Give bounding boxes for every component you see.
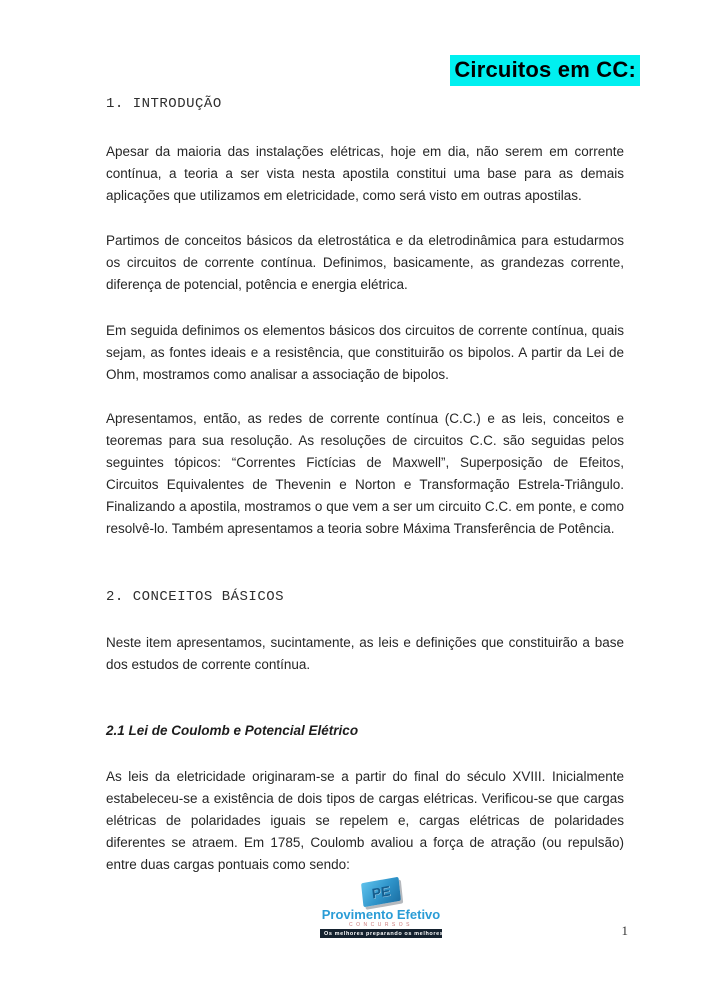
brand-subtitle: CONCURSOS	[348, 922, 413, 928]
highlighted-title-text: Circuitos em CC:	[450, 55, 640, 86]
section-heading-introducao: 1. INTRODUÇÃO	[106, 96, 222, 112]
subsection-heading-lei-de-coulomb: 2.1 Lei de Coulomb e Potencial Elétrico	[106, 723, 359, 738]
page-number: 1	[621, 923, 628, 938]
paragraph: Apresentamos, então, as redes de corrente contínua (C.C.) e as leis, conceitos e teoremas para sua resolução. As resoluções de circuitos C.C. são seguidas pelos seguintes tópicos: “Correntes Fictícias de Maxwell”, Superposição de Efeitos, Circuitos Equivalentes de Thevenin e Norton e Transformação Estrela-Triângulo. Finalizando a apostila, mostramos o que vem a ser um circuito C.C. em ponte, e como resolvê-lo. Também apresentamos a teoria sobre Máxima Transferência de Potência.	[106, 411, 624, 536]
logo-mark-letters: PE	[370, 882, 392, 902]
paragraph: Apesar da maioria das instalações elétricas, hoje em dia, não serem em corrente contínua, a teoria a ser vista nesta apostila constitui uma base para as demais aplicações que utilizamos em eletricidade, como será visto em outras apostilas.	[106, 144, 624, 203]
document-body	[106, 96, 624, 876]
brand-name: Provimento Efetivo	[321, 907, 441, 922]
pe-logo-icon	[361, 877, 401, 908]
page-title	[0, 55, 706, 86]
brand-tagline: Os melhores preparando os melhores	[320, 929, 442, 938]
paragraph: Partimos de conceitos básicos da eletrostática e da eletrodinâmica para estudarmos os circuitos de corrente contínua. Definimos, basicamente, as grandezas corrente, diferença de potencial, potência e energia elétrica.	[106, 233, 624, 292]
section-heading-conceitos-basicos: 2. CONCEITOS BÁSICOS	[106, 589, 285, 605]
paragraph: Em seguida definimos os elementos básicos dos circuitos de corrente contínua, quais sejam, as fontes ideais e a resistência, que constituirão os bipolos. A partir da Lei de Ohm, mostramos como analisar a associação de bipolos.	[106, 323, 624, 382]
paragraph: As leis da eletricidade originaram-se a partir do final do século XVIII. Inicialmente estabeleceu-se a existência de dois tipos de cargas elétricas. Verificou-se que cargas elétricas de polaridades iguais se repelem e, cargas elétricas de polaridades diferentes se atraem. Em 1785, Coulomb avaliou a força de atração (ou repulsão) entre duas cargas pontuais como sendo:	[106, 769, 624, 872]
paragraph: Neste item apresentamos, sucintamente, as leis e definições que constituirão a base dos estudos de corrente contínua.	[106, 635, 624, 672]
brand-logo	[311, 880, 451, 938]
